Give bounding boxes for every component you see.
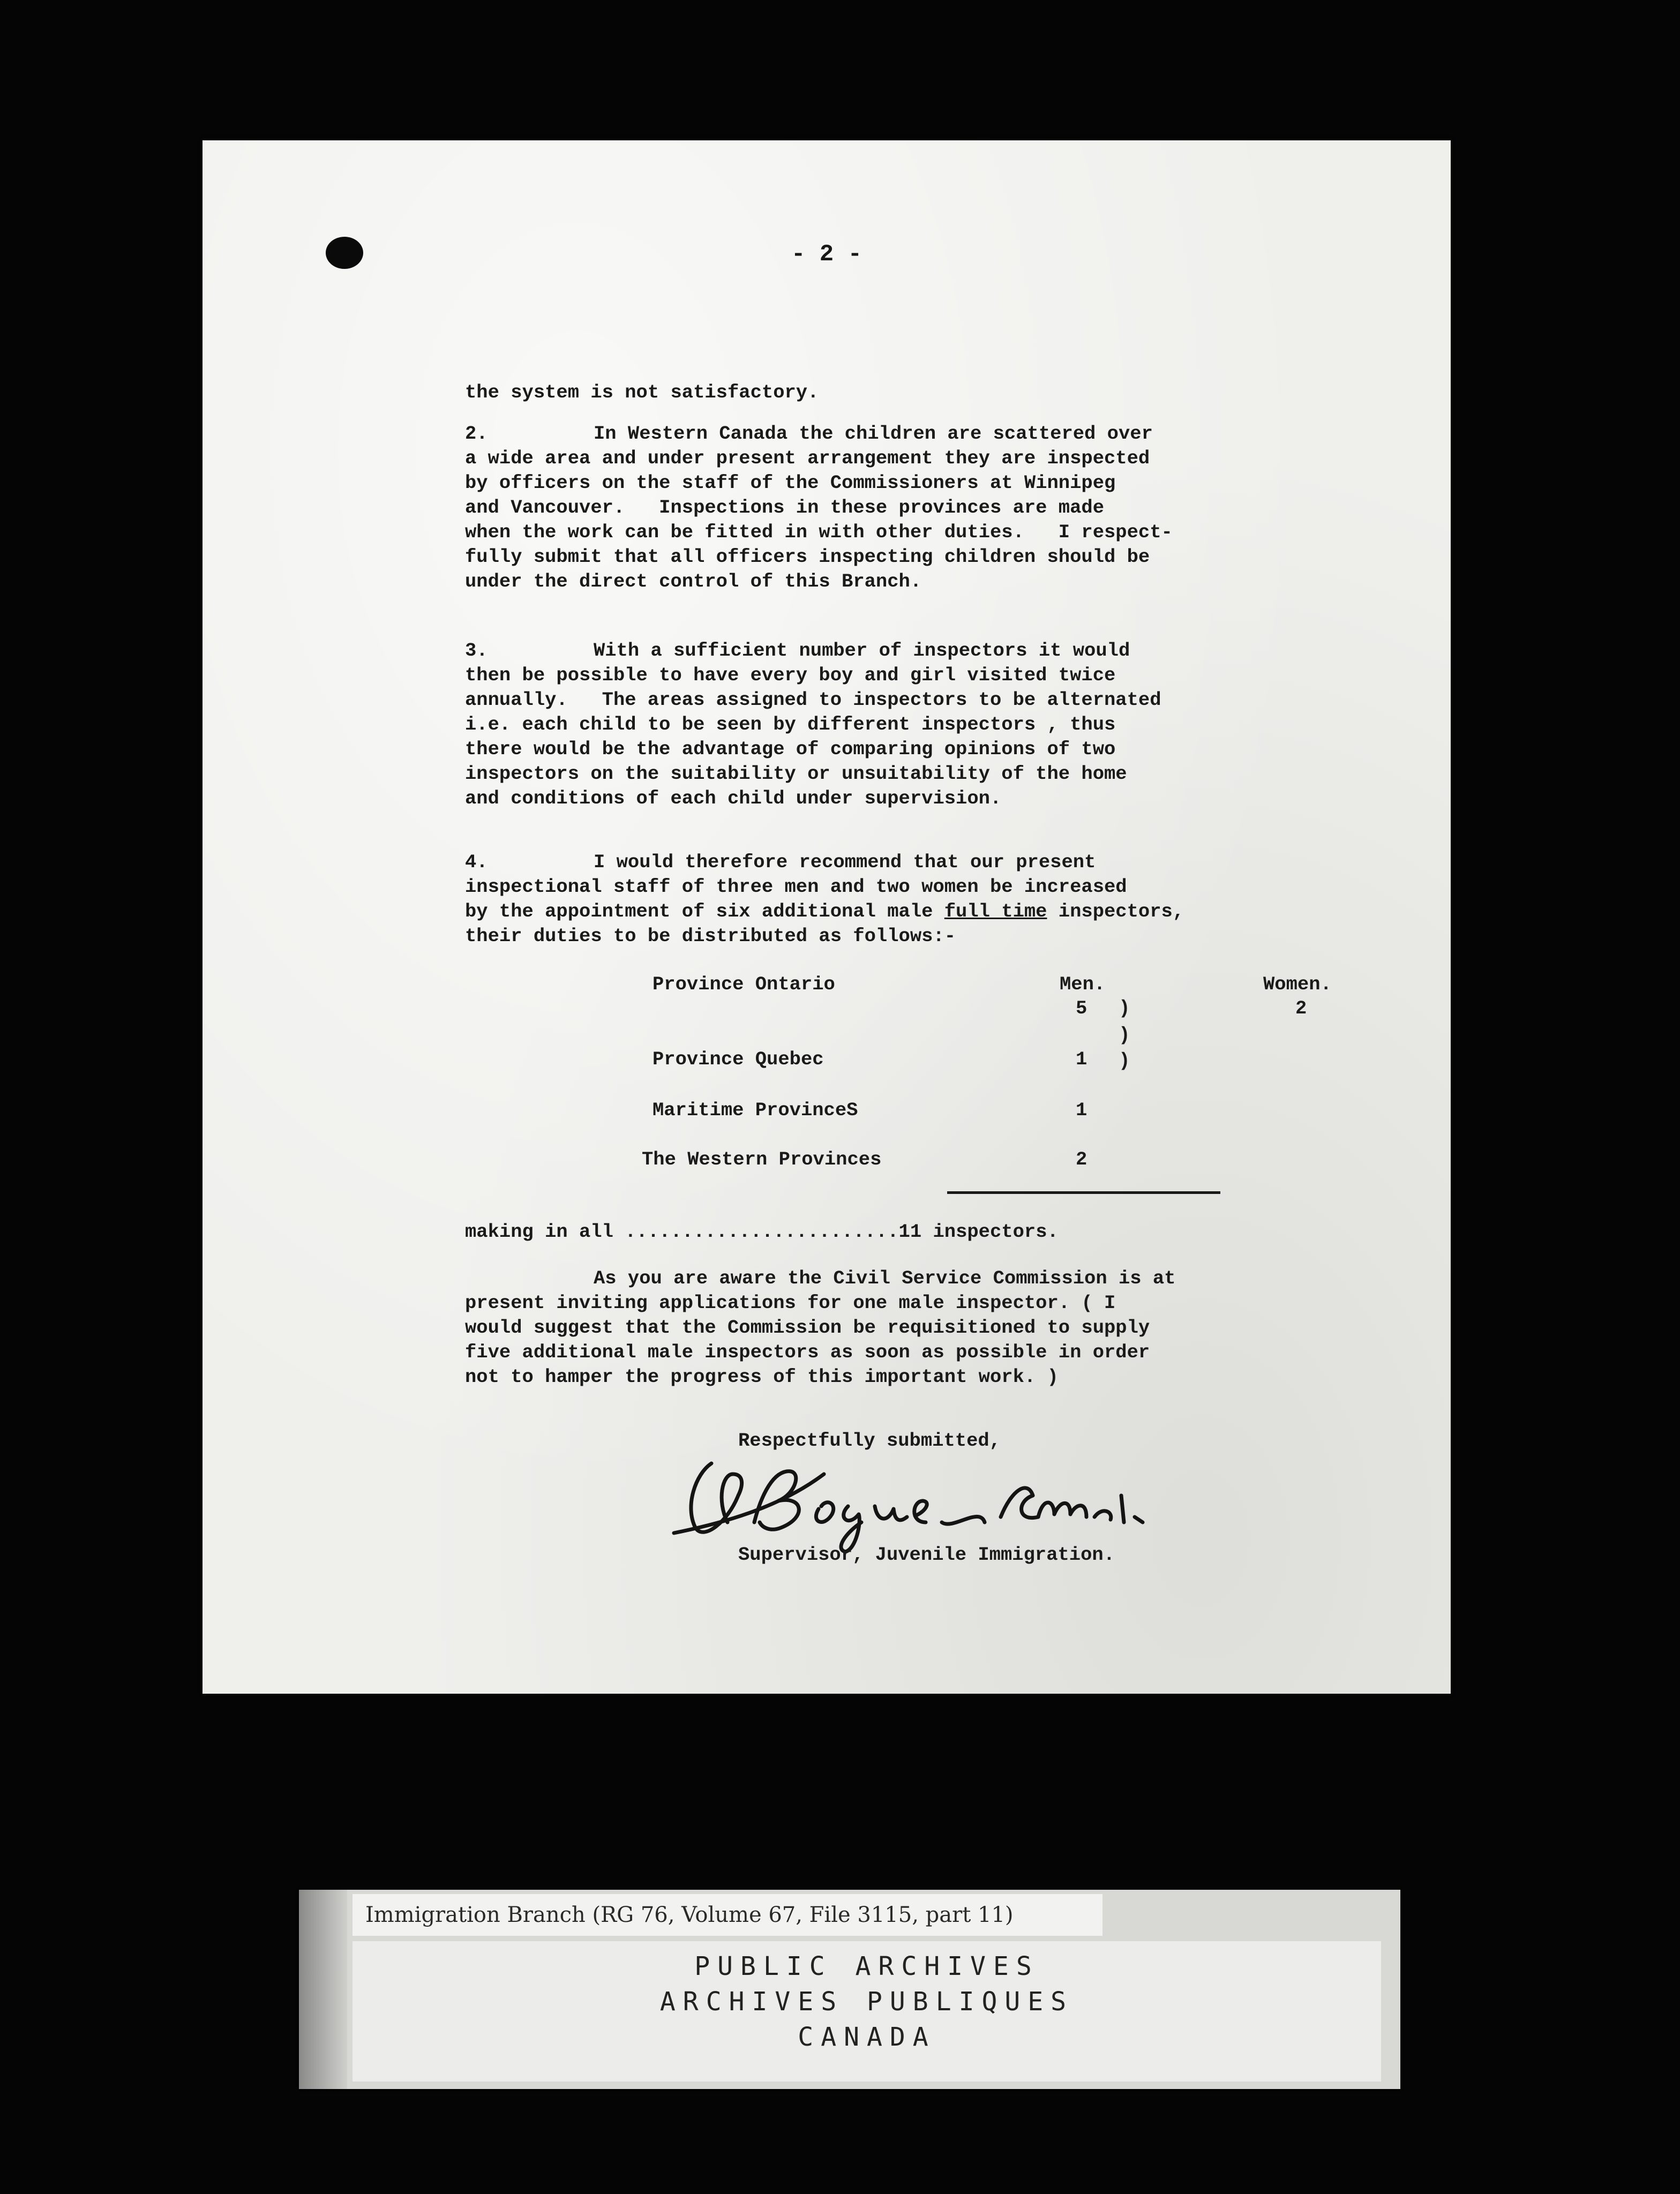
row-men: 2 [1076, 1148, 1088, 1170]
row-region: The Western Provinces [642, 1148, 882, 1170]
paragraph-2 [465, 422, 1494, 594]
signatory-title: Supervisor, Juvenile Immigration. [738, 1544, 1115, 1566]
paragraph-line: under the direct control of this Branch. [465, 570, 922, 592]
closing-paragraph [465, 1266, 1494, 1389]
paragraph-line: not to hamper the progress of this important work. ) [465, 1366, 1059, 1388]
header-men: Men. [1060, 973, 1106, 995]
underlined-phrase: full time [944, 900, 1047, 922]
paragraph-line: by the appointment of six additional male [465, 900, 944, 922]
archive-reference: Immigration Branch (RG 76, Volume 67, File 3115, part 11) [352, 1894, 1102, 1936]
paragraph-line: then be possible to have every boy and girl visited twice [465, 664, 1116, 686]
row-men: 1 [1076, 1099, 1088, 1121]
paragraph-line: fully submit that all officers inspecting children should be [465, 546, 1150, 568]
archive-label [299, 1890, 1400, 2089]
opening-line: the system is not satisfactory. [465, 381, 819, 403]
paragraph-line: and Vancouver. Inspections in these provinces are made [465, 497, 1104, 519]
paragraph-4 [465, 850, 1494, 949]
paragraph-line: inspectors on the suitability or unsuitability of the home [465, 763, 1127, 785]
paragraph-line: and conditions of each child under supervision. [465, 787, 1002, 809]
paragraph-line: As you are aware the Civil Service Commission is at [594, 1267, 1176, 1289]
paragraph-line: there would be the advantage of comparing opinions of two [465, 738, 1116, 760]
paragraph-number: 3. [465, 640, 488, 662]
total-value: 11 inspectors. [898, 1221, 1059, 1243]
archive-line: CANADA [798, 2022, 936, 2052]
paragraph-3 [465, 638, 1494, 811]
bracket: ) [1119, 1024, 1130, 1046]
paragraph-line: by officers on the staff of the Commissioners at Winnipeg [465, 472, 1116, 494]
signature [663, 1442, 1156, 1560]
label-edge [299, 1890, 347, 2089]
row-region: Province Quebec [652, 1048, 824, 1070]
paragraph-line: I would therefore recommend that our present [594, 851, 1096, 873]
paragraph-line: their duties to be distributed as follows:- [465, 925, 956, 947]
paragraph-line-tail: inspectors, [1047, 900, 1184, 922]
paragraph-line: In Western Canada the children are scattered over [594, 423, 1153, 445]
paragraph-line: i.e. each child to be seen by different inspectors , thus [465, 713, 1116, 735]
archive-line: ARCHIVES PUBLIQUES [659, 1987, 1074, 2017]
page-number: - 2 - [791, 241, 862, 268]
archive-stamp [352, 1941, 1381, 2082]
paragraph-line: when the work can be fitted in with other duties. I respect- [465, 521, 1173, 543]
paragraph-line: With a sufficient number of inspectors it would [594, 640, 1130, 662]
paragraph-line: would suggest that the Commission be requisitioned to supply [465, 1317, 1150, 1339]
paragraph-line: a wide area and under present arrangement they are inspected [465, 447, 1150, 469]
paragraph-line: inspectional staff of three men and two women be increased [465, 876, 1127, 898]
total-label: making in all ........................ [465, 1221, 899, 1243]
paragraph-number: 4. [465, 851, 488, 873]
paragraph-line: present inviting applications for one male inspector. ( I [465, 1292, 1116, 1314]
total-line [465, 1220, 1494, 1244]
bracket: ) [1119, 1050, 1130, 1072]
row-women: 2 [1295, 997, 1307, 1019]
total-rule [947, 1191, 1220, 1194]
archive-line: PUBLIC ARCHIVES [694, 1951, 1039, 1981]
row-men: 1 [1076, 1048, 1088, 1070]
row-men: 5 [1076, 997, 1088, 1019]
paragraph-number: 2. [465, 423, 488, 445]
document-page [202, 140, 1451, 1694]
header-women: Women. [1263, 973, 1332, 995]
paragraph-line: annually. The areas assigned to inspectors to be alternated [465, 689, 1161, 711]
bracket: ) [1119, 997, 1130, 1019]
paragraph-line: five additional male inspectors as soon as possible in order [465, 1341, 1150, 1363]
closing: Respectfully submitted, [738, 1430, 1001, 1452]
row-region: Maritime ProvinceS [652, 1099, 858, 1121]
row-region: Province Ontario [652, 973, 835, 995]
